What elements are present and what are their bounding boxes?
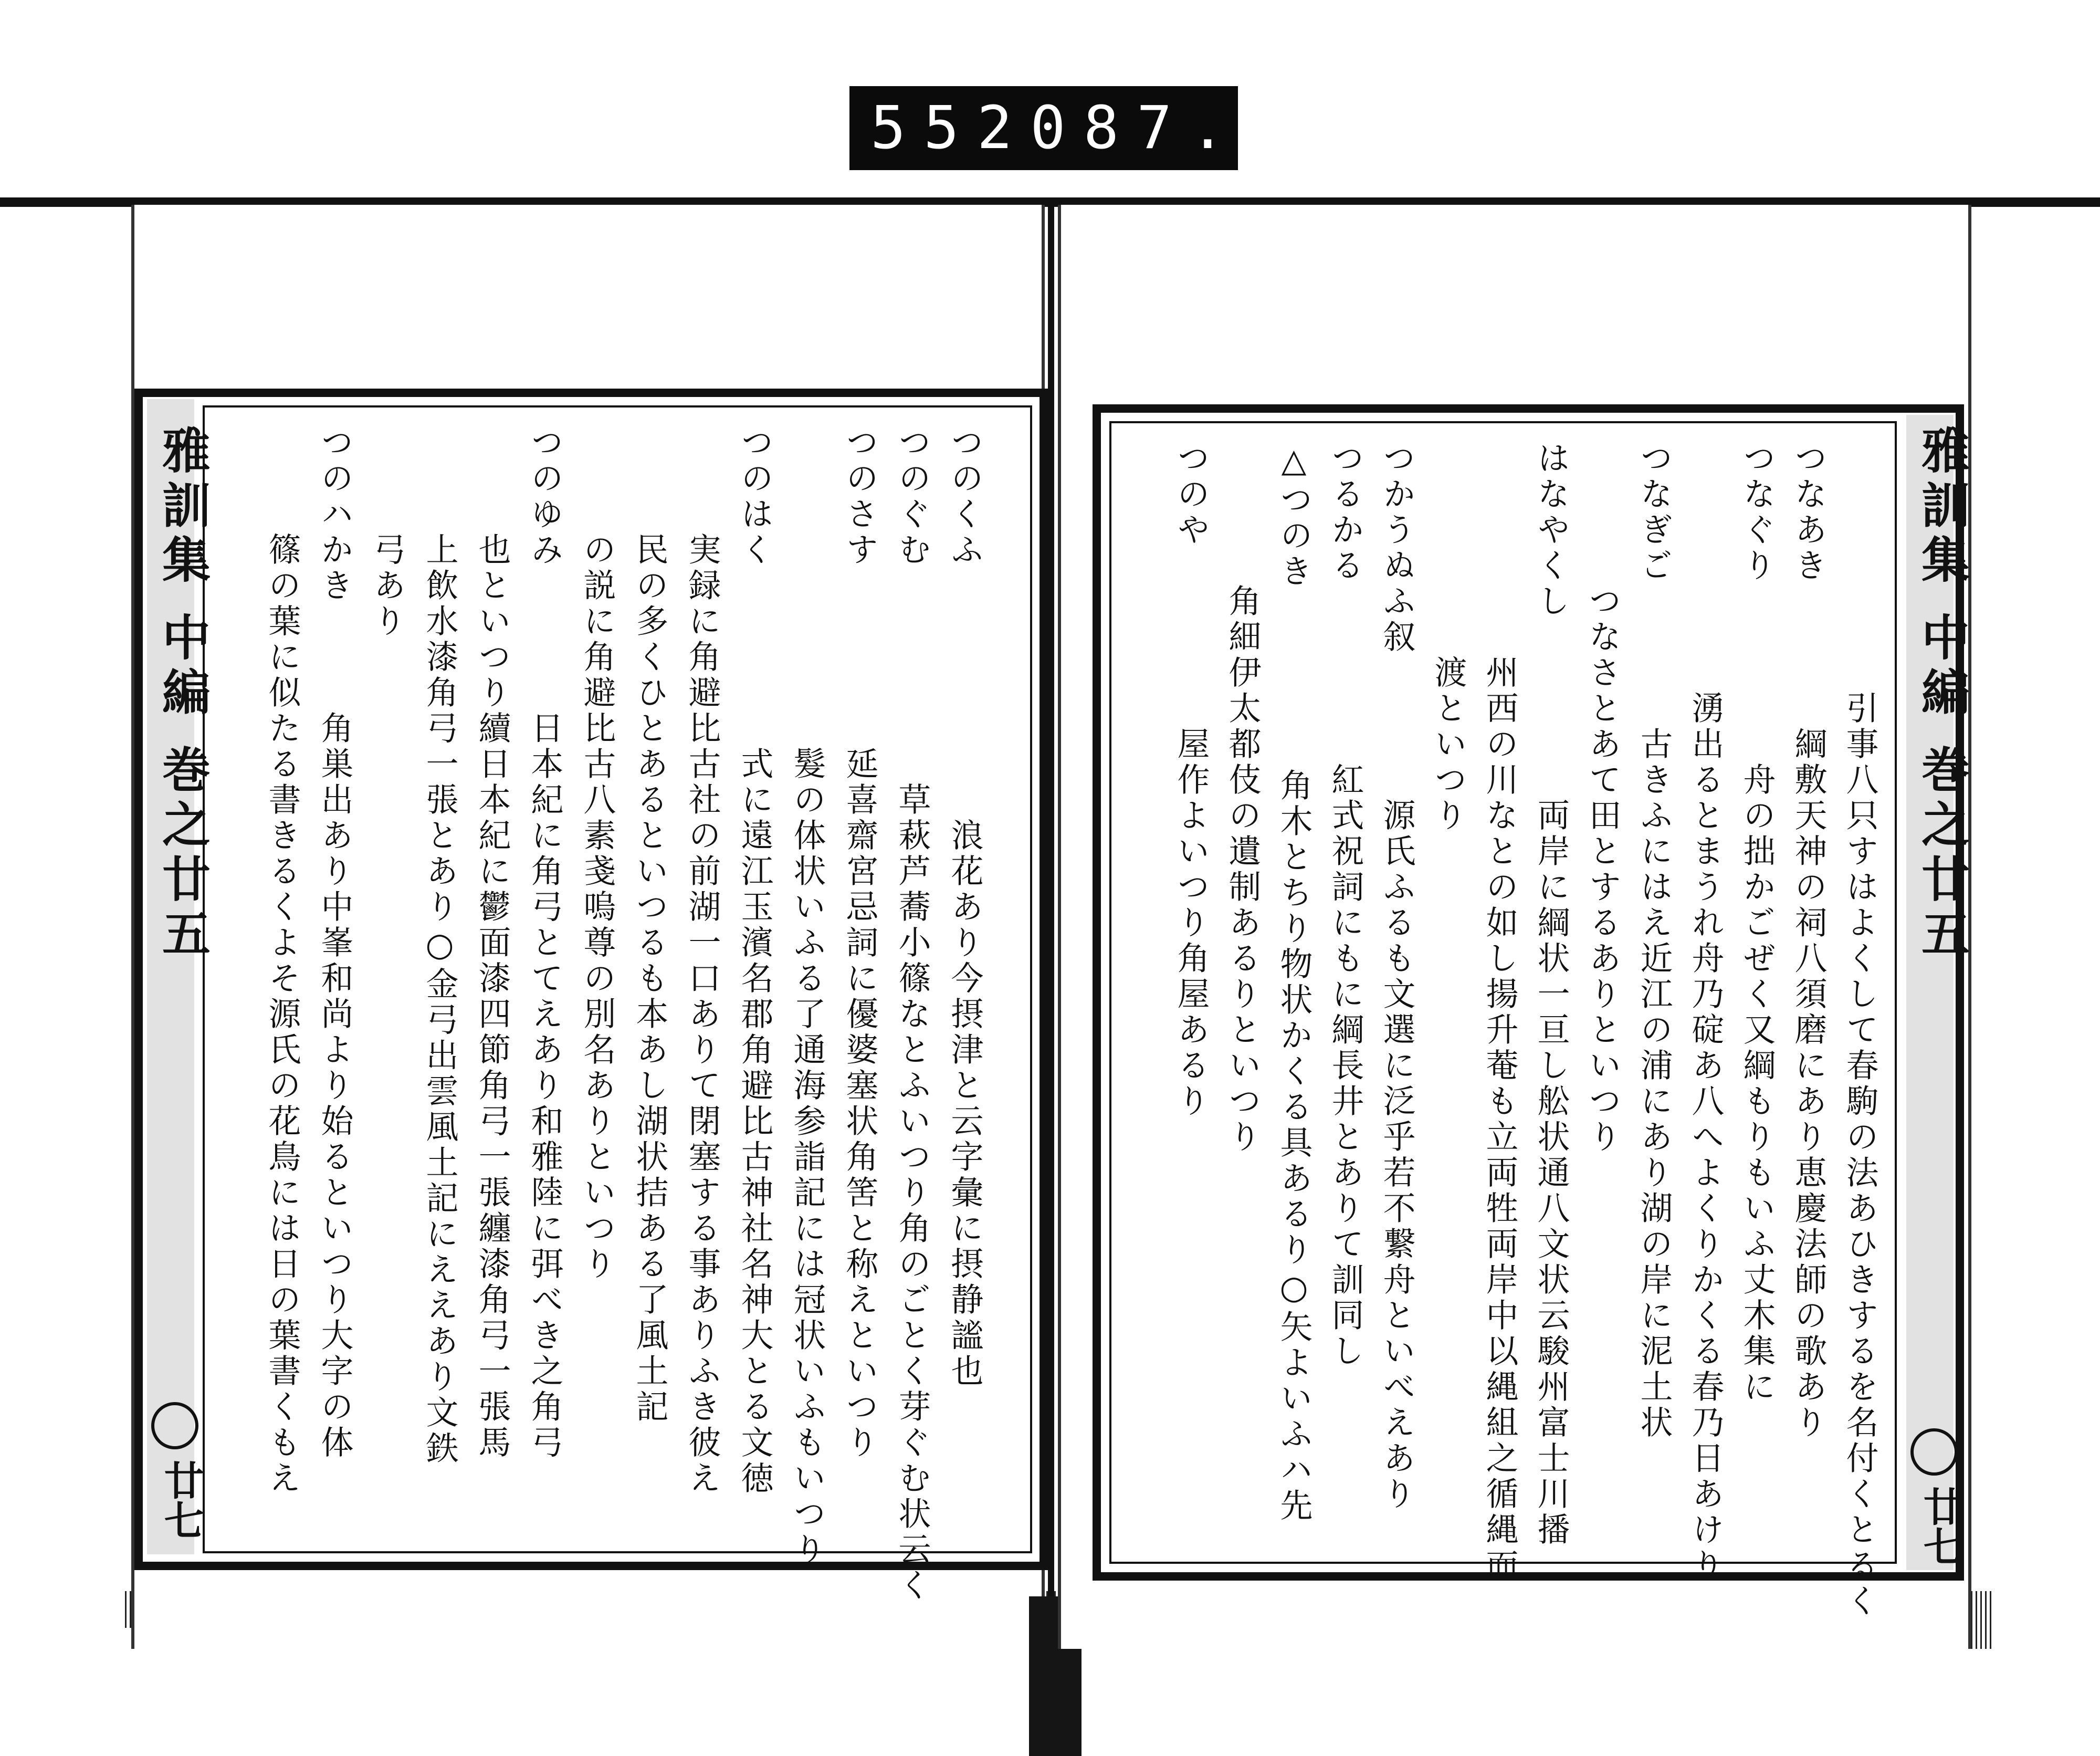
text-column: の説に角避比古八素戔嗚尊の別名ありといつり [578,425,616,1282]
right-margin-circle [1910,1428,1958,1476]
text-column: 引事八只すはよくして春駒の法あひきするを名付くとるく [1841,441,1879,1619]
text-column: つなぎご 古きふにはえ近江の浦にあり湖の岸に泥土状 [1635,441,1673,1441]
book-spine [1048,197,1054,1636]
text-column: 也といつり續日本紀に鬱面漆四節角弓一張纏漆角弓一張馬 [473,425,511,1461]
right-margin-page-number: 廿七 [1917,1486,1964,1566]
text-column: 渡といつり [1429,441,1467,834]
text-column: つのくふ 浪花あり今摂津と云字彙に摂静謐也 [946,425,984,1389]
text-column: つなさとあて田とするありといつり [1583,441,1622,1155]
reference-number-left: 552 [870,94,1031,162]
text-column: 角細伊太都伎の遺制あるりといつり [1223,441,1262,1155]
text-column: △つのき 角木とちり物状かくる具あるり○矢よいふハ先 [1275,441,1313,1524]
text-column: 篠の葉に似たる書きるくよそ源氏の花鳥には日の葉書くもえ [263,425,301,1497]
text-column: つのや 屋作よいつり角屋あるり [1172,441,1210,1120]
text-column: つのハかき 角巣出あり中峯和尚より始るといつり大字の体 [316,425,354,1461]
text-column: つなぐり 舟の拙かごぜく又綱もりもいふ丈木集に [1738,441,1776,1405]
text-column: はなやくし 両岸に綱状一亘し舩状通八文状云駿州富士川播 [1532,441,1570,1548]
text-column: 髮の体状いふる了通海参詣記には冠状いふもいつり [788,425,826,1568]
left-margin-page-number: 廿七 [158,1460,204,1540]
text-column: 湧出るとまうれ舟乃碇あ八へよくりかくる春乃日あけり [1686,441,1725,1584]
text-column: つのはく 式に遠江玉濱名郡角避比古神社名神大とる文徳 [736,425,774,1497]
right-page [1058,205,1971,1649]
left-margin-circle [151,1402,198,1449]
reference-number-right: 087. [1030,94,1244,162]
text-column: つかうぬふ叙 源氏ふるも文選に泛乎若不繋舟といべえあり [1378,441,1416,1512]
text-column: 上飲水漆角弓一張とあり○金弓出雲風土記にええあり文鉄 [421,425,459,1467]
text-column: 州西の川なとの如し揚升菴も立両牲両岸中以縄組之循縄而 [1480,441,1519,1584]
text-column: つのさす 延喜齋宮忌詞に優婆塞状角筈と称えといつり [841,425,879,1461]
left-page [131,205,1045,1649]
text-column: 実録に角避比古社の前湖一口ありて閉塞する事ありふき彼え [683,425,721,1497]
text-column: 民の多くひとあるといつるも本あし湖状拮ある了風土記 [631,425,669,1425]
text-column: つなあき 綱敷天神の祠八須磨にあり恵慶法師の歌あり [1789,441,1828,1441]
right-margin-title: 雅訓集 中編 巻之廿五 [1914,425,1970,964]
text-column: つのぐむ 草萩芦蕎小篠なとふいつり角のごとく芽ぐむ状云く [893,425,931,1604]
text-column: つるかる 紅式祝詞にもに綱長井とありて訓同し [1326,441,1364,1370]
left-margin-title: 雅訓集 中編 巻之廿五 [154,425,211,964]
text-column: 弓あり [368,425,406,640]
archive-reference-label [849,86,1244,170]
text-column: つのゆみ 日本紀に角弓とてえあり和雅陸に弭べき之角弓 [526,425,564,1461]
